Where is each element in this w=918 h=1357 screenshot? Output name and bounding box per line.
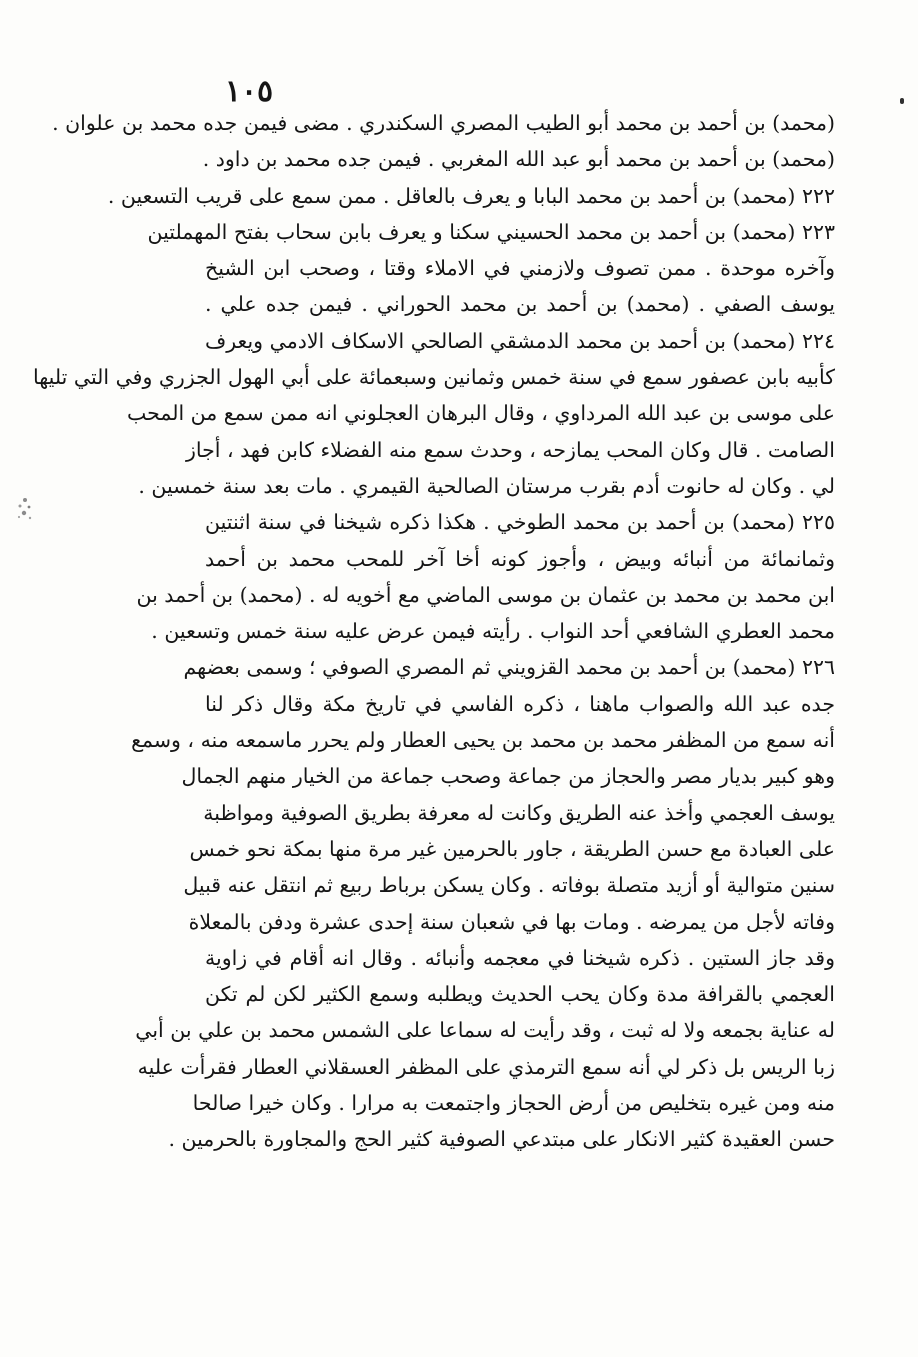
text-line: زبا الريس بل ذكر لي أنه سمع الترمذي على المظفر العسقلاني العطار فقرأت عليه (137, 1054, 835, 1079)
margin-ink-dot (900, 98, 904, 104)
text-line: يوسف العجمي وأخذ عنه الطريق وكانت له معرفة بطريق الصوفية ومواظبة (203, 800, 835, 825)
text-line: ابن محمد بن محمد بن عثمان بن موسى الماضي مع أخويه له . (محمد) بن أحمد بن (136, 582, 835, 607)
text-line: منه ومن غيره بتخليص من أرض الحجاز واجتمعت به مرارا . وكان خيرا صالحا (192, 1091, 835, 1116)
text-line: وقد جاز الستين . ذكره شيخنا في معجمه وأنبائه . وقال انه أقام في زاوية (205, 945, 835, 970)
text-line: كأبيه بابن عصفور سمع في سنة خمس وثمانين وسبعمائة على أبي الهول الجزري وفي التي تليها (32, 365, 835, 390)
text-line: له عناية بجمعه ولا له ثبت ، وقد رأيت له سماعا على الشمس محمد بن علي بن أبي (135, 1018, 835, 1043)
page-number: ١٠٥ (224, 74, 274, 109)
text-line: العجمي بالقرافة مدة وكان يحب الحديث ويطلبه وسمع الكثير لكن لم تكن (205, 982, 835, 1007)
text-line: سنين متوالية أو أزيد متصلة بوفاته . وكان يسكن برباط ربيع ثم انتقل عنه قبيل (183, 873, 835, 898)
text-line: (محمد) بن أحمد بن محمد أبو الطيب المصري السكندري . مضى فيمن جده محمد بن علوان . (52, 111, 835, 135)
text-line: ٢٢٣ (محمد) بن أحمد بن محمد الحسيني سكنا و يعرف بابن سحاب بفتح المهملتين (147, 219, 835, 244)
text-line: يوسف الصفي . (محمد) بن أحمد بن محمد الحوراني . فيمن جده علي . (205, 292, 835, 317)
text-line: وثمانمائة من أنبائه وبيض ، وأجوز كونه أخا آخر للمحب محمد بن أحمد (205, 546, 835, 571)
text-line: الصامت . قال وكان المحب يمازحه ، وحدث سمع منه الفضلاء كابن فهد ، أجاز (185, 437, 835, 462)
text-line: أنه سمع من المظفر محمد بن محمد بن يحيى العطار ولم يحرر ماسمعه منه ، وسمع (131, 728, 835, 753)
text-line: محمد العطري الشافعي أحد النواب . رأيته فيمن عرض عليه سنة خمس وتسعين . (151, 619, 835, 644)
text-line: على موسى بن عبد الله المرداوي ، وقال البرهان العجلوني انه ممن سمع من المحب (126, 401, 835, 426)
text-line: وآخره موحدة . ممن تصوف ولازمني في الاملاء وقتا ، وصحب ابن الشيخ (205, 256, 835, 281)
text-line: (محمد) بن أحمد بن محمد أبو عبد الله المغربي . فيمن جده محمد بن داود . (202, 147, 835, 172)
text-line: وهو كبير بديار مصر والحجاز من جماعة وصحب جماعة من الخيار منهم الجمال (181, 764, 835, 789)
text-line: وفاته لأجل من يمرضه . ومات بها في شعبان سنة إحدى عشرة ودفن بالمعلاة (188, 909, 835, 934)
text-line: لي . وكان له حانوت أدم بقرب مرستان الصالحية القيمري . مات بعد سنة خمسين . (138, 473, 835, 498)
text-line: ٢٢٦ (محمد) بن أحمد بن محمد القزويني ثم المصري الصوفي ؛ وسمى بعضهم (183, 655, 835, 680)
text-line: ٢٢٤ (محمد) بن أحمد بن محمد الدمشقي الصالحي الاسكاف الادمي ويعرف (205, 328, 835, 353)
text-line: ٢٢٥ (محمد) بن أحمد بن محمد الطوخي . هكذا ذكره شيخنا في سنة اثنتين (205, 510, 835, 535)
text-line: جده عبد الله والصواب ماهنا ، ذكره الفاسي في تاريخ مكة وقال ذكر لنا (205, 691, 835, 716)
margin-speck (12, 492, 38, 526)
text-line: على العبادة مع حسن الطريقة ، جاور بالحرمين غير مرة منها بمكة نحو خمس (189, 836, 835, 861)
text-line: حسن العقيدة كثير الانكار على مبتدعي الصوفية كثير الحج والمجاورة بالحرمين . (168, 1127, 835, 1152)
page-text (32, 105, 835, 1300)
text-line: ٢٢٢ (محمد) بن أحمد بن محمد البابا و يعرف بالعاقل . ممن سمع على قريب التسعين . (107, 183, 835, 208)
